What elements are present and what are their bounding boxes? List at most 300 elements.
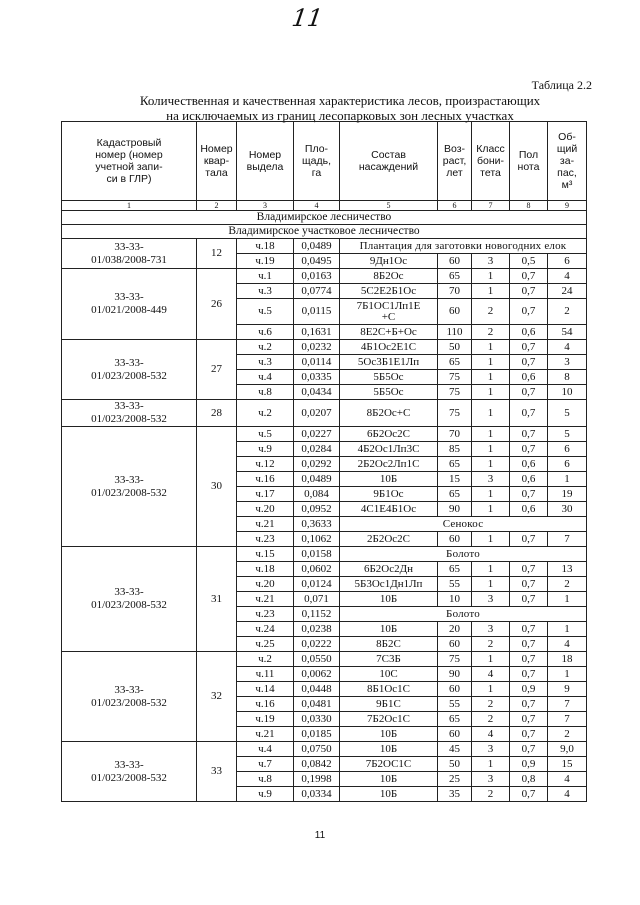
stock-cell: 5	[548, 427, 587, 442]
bonitet-cell: 1	[472, 502, 510, 517]
quarter-number-cell: 28	[197, 400, 237, 427]
bonitet-cell: 1	[472, 370, 510, 385]
composition-cell: 10Б	[340, 742, 438, 757]
section-forestry: Владимирское лесничество	[62, 211, 587, 225]
col-num: 9	[548, 201, 587, 211]
plot-number-cell: ч.1	[237, 269, 294, 284]
col-num: 6	[438, 201, 472, 211]
age-cell: 75	[438, 652, 472, 667]
composition-cell: 7Б2ОС1С	[340, 757, 438, 772]
header-line: си в ГЛР)	[106, 173, 152, 185]
page-number: 11	[314, 830, 326, 841]
age-cell: 90	[438, 667, 472, 682]
header-line: раст,	[442, 155, 467, 167]
bonitet-cell: 2	[472, 787, 510, 802]
density-cell: 0,7	[510, 787, 548, 802]
bonitet-cell: 1	[472, 442, 510, 457]
cadastral-number-cell	[62, 427, 197, 547]
composition-cell: 8Б1Ос1С	[340, 682, 438, 697]
stock-cell: 2	[548, 577, 587, 592]
stock-cell: 8	[548, 370, 587, 385]
cell-line: 7Б1ОС1Лп1Е	[356, 299, 421, 312]
composition-cell: 10Б	[340, 472, 438, 487]
quarter-number-cell: 27	[197, 340, 237, 400]
age-cell: 70	[438, 427, 472, 442]
area-cell: 0,1062	[294, 532, 340, 547]
composition-cell: 6Б2Ос2С	[340, 427, 438, 442]
stock-cell: 15	[548, 757, 587, 772]
area-cell: 0,0489	[294, 239, 340, 254]
header-line: Номер	[248, 149, 282, 161]
plot-number-cell: ч.7	[237, 757, 294, 772]
area-cell: 0,0158	[294, 547, 340, 562]
area-cell: 0,0227	[294, 427, 340, 442]
plot-number-cell: ч.16	[237, 697, 294, 712]
header-stock	[548, 122, 587, 201]
plot-number-cell: ч.12	[237, 457, 294, 472]
density-cell: 0,7	[510, 562, 548, 577]
header-plot	[237, 122, 294, 201]
stock-cell: 3	[548, 355, 587, 370]
stock-cell: 9	[548, 682, 587, 697]
bonitet-cell: 1	[472, 284, 510, 299]
density-cell: 0,7	[510, 622, 548, 637]
col-num: 7	[472, 201, 510, 211]
bonitet-cell: 3	[472, 772, 510, 787]
header-line: учетной запи-	[95, 161, 163, 173]
cell-line: 01/021/2008-449	[91, 304, 167, 316]
header-density	[510, 122, 548, 201]
density-cell: 0,9	[510, 757, 548, 772]
stock-cell: 6	[548, 442, 587, 457]
composition-cell: 5Б5Ос	[340, 385, 438, 400]
header-row	[62, 122, 587, 201]
plot-number-cell: ч.9	[237, 442, 294, 457]
density-cell: 0,7	[510, 712, 548, 727]
bonitet-cell: 2	[472, 325, 510, 340]
quarter-number-cell: 12	[197, 239, 237, 269]
header-line: Класс	[476, 143, 505, 155]
stock-cell: 7	[548, 712, 587, 727]
col-num: 4	[294, 201, 340, 211]
header-area	[294, 122, 340, 201]
age-cell: 65	[438, 562, 472, 577]
plot-number-cell: ч.9	[237, 787, 294, 802]
stock-cell: 1	[548, 472, 587, 487]
stock-cell: 6	[548, 254, 587, 269]
density-cell: 0,6	[510, 370, 548, 385]
density-cell: 0,6	[510, 457, 548, 472]
land-description-cell: Сенокос	[340, 517, 587, 532]
density-cell: 0,7	[510, 742, 548, 757]
table-row	[62, 400, 587, 427]
header-line: Состав	[371, 149, 406, 161]
area-cell: 0,0232	[294, 340, 340, 355]
age-cell: 60	[438, 637, 472, 652]
stock-cell: 4	[548, 772, 587, 787]
stock-cell: 13	[548, 562, 587, 577]
age-cell: 25	[438, 772, 472, 787]
area-cell: 0,0448	[294, 682, 340, 697]
plot-number-cell: ч.2	[237, 400, 294, 427]
cell-line: +С	[381, 310, 396, 323]
plot-number-cell: ч.15	[237, 547, 294, 562]
col-num: 5	[340, 201, 438, 211]
column-numbers-row	[62, 201, 587, 211]
density-cell: 0,7	[510, 284, 548, 299]
age-cell: 60	[438, 532, 472, 547]
age-cell: 60	[438, 727, 472, 742]
land-description-cell: Болото	[340, 607, 587, 622]
stock-cell: 54	[548, 325, 587, 340]
composition-cell: 2Б2Ос2С	[340, 532, 438, 547]
header-line: насаждений	[358, 161, 419, 173]
area-cell: 0,0481	[294, 697, 340, 712]
bonitet-cell: 2	[472, 697, 510, 712]
density-cell: 0,7	[510, 355, 548, 370]
age-cell: 75	[438, 385, 472, 400]
age-cell: 65	[438, 487, 472, 502]
area-cell: 0,0335	[294, 370, 340, 385]
cell-line: 01/023/2008-532	[91, 413, 167, 425]
plot-number-cell: ч.21	[237, 592, 294, 607]
density-cell: 0,7	[510, 385, 548, 400]
bonitet-cell: 1	[472, 269, 510, 284]
density-cell: 0,8	[510, 772, 548, 787]
age-cell: 60	[438, 682, 472, 697]
stock-cell: 1	[548, 667, 587, 682]
age-cell: 90	[438, 502, 472, 517]
cell-line: 33-33-	[114, 473, 144, 486]
cadastral-number-cell	[62, 742, 197, 802]
age-cell: 65	[438, 269, 472, 284]
density-cell: 0,7	[510, 487, 548, 502]
bonitet-cell: 1	[472, 385, 510, 400]
header-line: нота	[517, 161, 540, 173]
composition-cell: 8Б2Ос+С	[340, 400, 438, 427]
cell-line: 33-33-	[114, 240, 144, 253]
composition-cell: 5Ос3Б1Е1Лп	[340, 355, 438, 370]
bonitet-cell: 2	[472, 637, 510, 652]
header-line: м³	[561, 179, 573, 191]
title-line-1: Количественная и качественная характеристика лесов, произрастающих	[139, 93, 541, 108]
plot-number-cell: ч.2	[237, 652, 294, 667]
header-line: бони-	[476, 155, 504, 167]
table-row	[62, 340, 587, 355]
age-cell: 60	[438, 299, 472, 325]
header-line: тала	[205, 167, 228, 179]
density-cell: 0,7	[510, 340, 548, 355]
age-cell: 55	[438, 697, 472, 712]
bonitet-cell: 1	[472, 427, 510, 442]
table-row	[62, 239, 587, 254]
bonitet-cell: 1	[472, 487, 510, 502]
density-cell: 0,7	[510, 400, 548, 427]
stock-cell: 4	[548, 340, 587, 355]
density-cell: 0,6	[510, 325, 548, 340]
density-cell: 0,6	[510, 472, 548, 487]
section-row	[62, 211, 587, 225]
plot-number-cell: ч.6	[237, 325, 294, 340]
stock-cell: 7	[548, 697, 587, 712]
section-district-forestry: Владимирское участковое лесничество	[62, 225, 587, 239]
area-cell: 0,0124	[294, 577, 340, 592]
bonitet-cell: 1	[472, 757, 510, 772]
area-cell: 0,0222	[294, 637, 340, 652]
plot-number-cell: ч.21	[237, 727, 294, 742]
plot-number-cell: ч.23	[237, 607, 294, 622]
age-cell: 55	[438, 577, 472, 592]
area-cell: 0,0238	[294, 622, 340, 637]
bonitet-cell: 1	[472, 682, 510, 697]
table-row	[62, 547, 587, 562]
col-num: 3	[237, 201, 294, 211]
composition-cell: 10Б	[340, 622, 438, 637]
area-cell: 0,0842	[294, 757, 340, 772]
header-line: за-	[559, 155, 575, 167]
age-cell: 45	[438, 742, 472, 757]
age-cell: 60	[438, 254, 472, 269]
cadastral-number-cell	[62, 239, 197, 269]
cell-line: 33-33-	[114, 758, 144, 771]
area-cell: 0,0163	[294, 269, 340, 284]
composition-cell	[340, 299, 438, 325]
cadastral-number-cell	[62, 400, 197, 427]
col-num: 8	[510, 201, 548, 211]
table-row	[62, 427, 587, 442]
plot-number-cell: ч.20	[237, 502, 294, 517]
header-line: выдела	[246, 161, 284, 173]
composition-cell: 2Б2Ос2Лп1С	[340, 457, 438, 472]
composition-cell: 8Б2С	[340, 637, 438, 652]
cadastral-number-cell	[62, 340, 197, 400]
quarter-number-cell: 32	[197, 652, 237, 742]
plot-number-cell: ч.23	[237, 532, 294, 547]
land-description-cell: Плантация для заготовки новогодних елок	[340, 239, 587, 254]
composition-cell: 10Б	[340, 772, 438, 787]
plot-number-cell: ч.14	[237, 682, 294, 697]
bonitet-cell: 3	[472, 254, 510, 269]
stock-cell: 24	[548, 284, 587, 299]
stock-cell: 19	[548, 487, 587, 502]
header-bonitet	[472, 122, 510, 201]
age-cell: 65	[438, 712, 472, 727]
area-cell: 0,0495	[294, 254, 340, 269]
cell-line: 33-33-	[114, 356, 144, 369]
density-cell: 0,7	[510, 667, 548, 682]
header-line: квар-	[203, 155, 230, 167]
plot-number-cell: ч.4	[237, 742, 294, 757]
density-cell: 0,7	[510, 652, 548, 667]
density-cell: 0,9	[510, 682, 548, 697]
cadastral-number-cell	[62, 652, 197, 742]
header-line: щадь,	[302, 155, 331, 167]
composition-cell: 4Б1Ос2Е1С	[340, 340, 438, 355]
plot-number-cell: ч.17	[237, 487, 294, 502]
bonitet-cell: 1	[472, 355, 510, 370]
age-cell: 15	[438, 472, 472, 487]
stock-cell: 7	[548, 532, 587, 547]
quarter-number-cell: 30	[197, 427, 237, 547]
bonitet-cell: 1	[472, 400, 510, 427]
bonitet-cell: 4	[472, 667, 510, 682]
plot-number-cell: ч.19	[237, 254, 294, 269]
area-cell: 0,0774	[294, 284, 340, 299]
area-cell: 0,0062	[294, 667, 340, 682]
stock-cell: 30	[548, 502, 587, 517]
section-row	[62, 225, 587, 239]
composition-cell: 10Б	[340, 727, 438, 742]
area-cell: 0,3633	[294, 517, 340, 532]
header-line: пас,	[557, 167, 577, 179]
quarter-number-cell: 33	[197, 742, 237, 802]
plot-number-cell: ч.4	[237, 370, 294, 385]
stock-cell: 1	[548, 622, 587, 637]
plot-number-cell: ч.5	[237, 299, 294, 325]
density-cell: 0,7	[510, 697, 548, 712]
age-cell: 75	[438, 370, 472, 385]
plot-number-cell: ч.3	[237, 284, 294, 299]
area-cell: 0,0185	[294, 727, 340, 742]
area-cell: 0,0334	[294, 787, 340, 802]
bonitet-cell: 2	[472, 712, 510, 727]
quarter-number-cell: 31	[197, 547, 237, 652]
cell-line: 33-33-	[114, 291, 144, 303]
stock-cell: 10	[548, 385, 587, 400]
bonitet-cell: 1	[472, 577, 510, 592]
plot-number-cell: ч.21	[237, 517, 294, 532]
table-title	[60, 93, 620, 123]
composition-cell: 10Б	[340, 787, 438, 802]
composition-cell: 5Б5Ос	[340, 370, 438, 385]
plot-number-cell: ч.20	[237, 577, 294, 592]
cell-line: 01/023/2008-532	[91, 369, 167, 382]
header-line: Пло-	[304, 143, 329, 155]
quarter-number-cell: 26	[197, 269, 237, 340]
composition-cell: 5С2Е2Б1Ос	[340, 284, 438, 299]
header-cadastral	[62, 122, 197, 201]
plot-number-cell: ч.19	[237, 712, 294, 727]
bonitet-cell: 4	[472, 727, 510, 742]
plot-number-cell: ч.8	[237, 385, 294, 400]
density-cell: 0,7	[510, 532, 548, 547]
age-cell: 35	[438, 787, 472, 802]
area-cell: 0,0207	[294, 400, 340, 427]
stock-cell: 4	[548, 787, 587, 802]
plot-number-cell: ч.25	[237, 637, 294, 652]
cell-line: 01/023/2008-532	[91, 486, 167, 499]
forest-characteristics-table	[61, 121, 587, 802]
composition-cell: 7Б2Ос1С	[340, 712, 438, 727]
bonitet-cell: 1	[472, 532, 510, 547]
stock-cell: 6	[548, 457, 587, 472]
stock-cell: 18	[548, 652, 587, 667]
stock-cell: 2	[548, 299, 587, 325]
composition-cell: 4Б2Ос1Лп3С	[340, 442, 438, 457]
composition-cell: 10С	[340, 667, 438, 682]
area-cell: 0,1631	[294, 325, 340, 340]
bonitet-cell: 1	[472, 340, 510, 355]
area-cell: 0,0114	[294, 355, 340, 370]
composition-cell: 9Дн1Ос	[340, 254, 438, 269]
age-cell: 10	[438, 592, 472, 607]
density-cell: 0,7	[510, 299, 548, 325]
header-line: номер (номер	[95, 149, 163, 161]
stock-cell: 9,0	[548, 742, 587, 757]
bonitet-cell: 1	[472, 562, 510, 577]
cell-line: 01/038/2008-731	[91, 253, 167, 266]
composition-cell: 7С3Б	[340, 652, 438, 667]
area-cell: 0,0292	[294, 457, 340, 472]
cell-line: 33-33-	[114, 683, 144, 696]
stock-cell: 4	[548, 637, 587, 652]
title-line-2: на исключаемых из границ лесопарковых зон лесных участках	[166, 108, 514, 123]
plot-number-cell: ч.8	[237, 772, 294, 787]
composition-cell: 6Б2Ос2Дн	[340, 562, 438, 577]
table-number: Таблица 2.2	[531, 78, 592, 92]
density-cell: 0,7	[510, 592, 548, 607]
header-line: га	[311, 167, 322, 179]
area-cell: 0,1152	[294, 607, 340, 622]
plot-number-cell: ч.3	[237, 355, 294, 370]
table-row	[62, 742, 587, 757]
plot-number-cell: ч.24	[237, 622, 294, 637]
age-cell: 85	[438, 442, 472, 457]
plot-number-cell: ч.18	[237, 562, 294, 577]
density-cell: 0,5	[510, 254, 548, 269]
composition-cell: 8Е2С+Б+Ос	[340, 325, 438, 340]
header-line: Пол	[518, 149, 539, 161]
area-cell: 0,0750	[294, 742, 340, 757]
density-cell: 0,7	[510, 577, 548, 592]
header-quarter	[197, 122, 237, 201]
age-cell: 50	[438, 340, 472, 355]
composition-cell: 8Б2Ос	[340, 269, 438, 284]
header-line: щий	[556, 143, 578, 155]
header-composition	[340, 122, 438, 201]
cell-line: 01/023/2008-532	[91, 696, 167, 709]
stock-cell: 2	[548, 727, 587, 742]
bonitet-cell: 1	[472, 457, 510, 472]
cell-line: 33-33-	[114, 400, 144, 412]
bonitet-cell: 1	[472, 652, 510, 667]
composition-cell: 5Б3Ос1Дн1Лп	[340, 577, 438, 592]
header-line: тета	[480, 167, 501, 179]
age-cell: 75	[438, 400, 472, 427]
plot-number-cell: ч.11	[237, 667, 294, 682]
density-cell: 0,7	[510, 637, 548, 652]
col-num: 1	[62, 201, 197, 211]
stock-cell: 1	[548, 592, 587, 607]
bonitet-cell: 3	[472, 742, 510, 757]
age-cell: 65	[438, 457, 472, 472]
land-description-cell: Болото	[340, 547, 587, 562]
plot-number-cell: ч.2	[237, 340, 294, 355]
age-cell: 110	[438, 325, 472, 340]
area-cell: 0,0602	[294, 562, 340, 577]
cadastral-number-cell	[62, 269, 197, 340]
header-line: Воз-	[443, 143, 466, 155]
handwritten-page-number: 11	[290, 4, 325, 32]
composition-cell: 4С1Е4Б1Ос	[340, 502, 438, 517]
age-cell: 70	[438, 284, 472, 299]
plot-number-cell: ч.18	[237, 239, 294, 254]
col-num: 2	[197, 201, 237, 211]
header-line: Номер	[200, 143, 233, 155]
cell-line: 33-33-	[114, 586, 144, 598]
header-line: лет	[446, 167, 463, 179]
plot-number-cell: ч.16	[237, 472, 294, 487]
